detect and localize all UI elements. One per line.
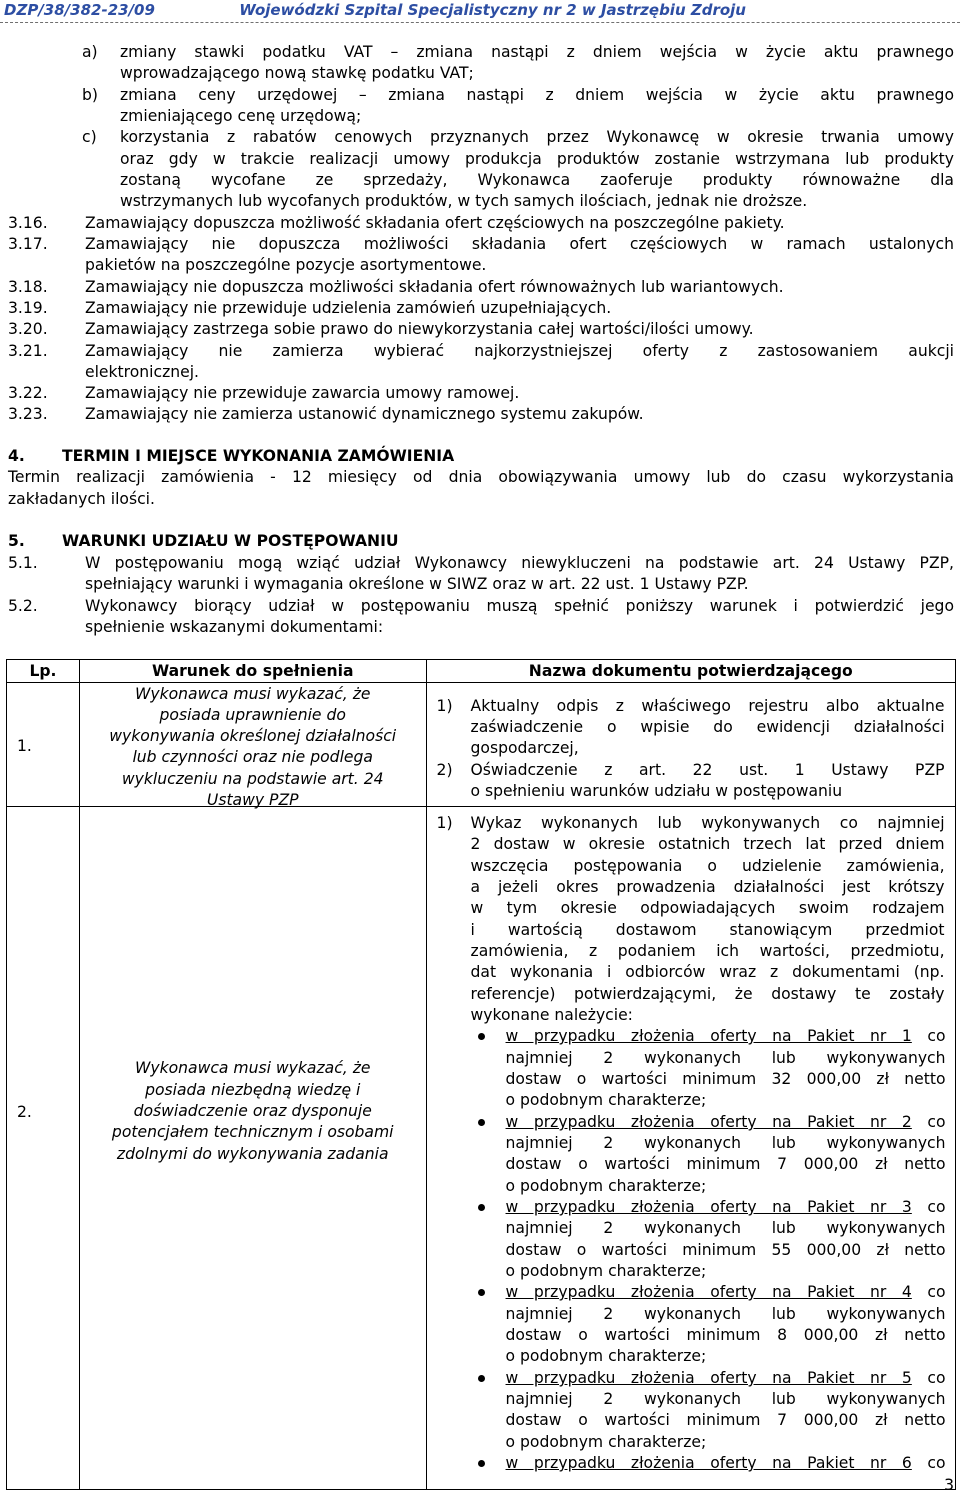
clause-text: Zamawiający nie przewiduje udzielenia zamówień uzupełniających. <box>85 299 612 317</box>
page-header <box>0 0 960 21</box>
header-rule <box>0 22 960 23</box>
bullet-line: dostaw o wartości minimum 7 000,00 zł netto <box>505 1411 946 1429</box>
clause-text: spełnienie wskazanymi dokumentami: <box>85 618 384 636</box>
clause-text: Wykonawcy biorący udział w postępowaniu muszą spełnić poniższy warunek i potwierdzić jego <box>85 597 954 615</box>
clause-number: 3.21. <box>8 342 48 360</box>
doc-line: i wartością dostawom stanowiącym przedmiot <box>470 921 945 939</box>
doc-line: referencje) potwierdzającymi, że dostawy te zostały <box>470 985 945 1003</box>
bullet-icon <box>478 1289 485 1296</box>
section-number: 5. <box>8 532 25 550</box>
bullet-line: o podobnym charakterze; <box>505 1262 707 1280</box>
list-line: zostaną wycofane ze sprzedaży, Wykonawca zaoferuje produkty równoważne dla <box>120 171 954 189</box>
bullet-icon <box>478 1033 485 1040</box>
list-line: zmieniającego cenę urzędową; <box>120 107 362 125</box>
clause-number: 3.19. <box>8 299 48 317</box>
clause-number: 3.20. <box>8 320 48 338</box>
section-number: 4. <box>8 447 25 465</box>
list-line: zmiany stawki podatku VAT – zmiana nastąpi z dniem wejścia w życie aktu prawnego <box>120 43 954 61</box>
row-lp-cell <box>7 683 80 807</box>
doc-line: Oświadczenie z art. 22 ust. 1 Ustawy PZP <box>470 761 945 779</box>
clause-text: elektronicznej. <box>85 363 200 381</box>
doc-line: Aktualny odpis z właściwego rejestru albo aktualne <box>470 697 945 715</box>
clause-text: spełniający warunki i wymagania określone w SIWZ oraz w art. 22 ust. 1 Ustawy PZP. <box>85 575 749 593</box>
doc-line: 2 dostaw w okresie ostatnich trzech lat przed dniem <box>470 835 945 853</box>
row-condition-cell <box>79 683 426 807</box>
doc-line: zaświadczenie o wpisie do ewidencji działalności <box>470 718 945 736</box>
list-line: oraz gdy w trakcie realizacji umowy produkcja produktów zostanie wstrzymana lub produkty <box>120 150 954 168</box>
bullet-line: o podobnym charakterze; <box>505 1177 707 1195</box>
clause-number: 5.2. <box>8 597 38 615</box>
clause-number: 3.17. <box>8 235 48 253</box>
clause-text: Zamawiający nie dopuszcza możliwości składania ofert równoważnych lub wariantowych. <box>85 278 784 296</box>
doc-line: a jeżeli okres prowadzenia działalności jest krótszy <box>470 878 945 896</box>
list-line: korzystania z rabatów cenowych przyznanych przez Wykonawcę w okresie trwania umowy <box>120 128 954 146</box>
bullet-first-line: w przypadku złożenia oferty na Pakiet nr 4 co <box>505 1283 946 1301</box>
bullet-icon <box>478 1119 485 1126</box>
section-title: TERMIN I MIEJSCE WYKONANIA ZAMÓWIENIA <box>62 447 455 465</box>
doc-line: wszczęcia postępowania o udzielenie zamówienia, <box>470 857 945 875</box>
clause-text: Zamawiający zastrzega sobie prawo do niewykorzystania całej wartości/ilości umowy. <box>85 320 754 338</box>
bullet-line: o podobnym charakterze; <box>505 1347 707 1365</box>
table-header-row <box>7 660 956 683</box>
header-condition: Warunek do spełnienia <box>79 660 426 683</box>
bullet-icon <box>478 1375 485 1382</box>
clause-number: 3.18. <box>8 278 48 296</box>
row-lp-cell <box>7 807 80 1490</box>
bullet-line: dostaw o wartości minimum 7 000,00 zł netto <box>505 1155 946 1173</box>
condition-line: posiada niezbędną wiedzę i <box>145 1081 361 1099</box>
condition-line: wykluczeniu na podstawie art. 24 <box>121 770 384 788</box>
bullet-line: najmniej 2 wykonanych lub wykonywanych <box>505 1049 946 1067</box>
condition-line: Wykonawca musi wykazać, że <box>134 1059 371 1077</box>
table-row <box>7 683 956 807</box>
list-label: a) <box>82 43 98 61</box>
clause-number: 5.1. <box>8 554 38 572</box>
bullet-line: najmniej 2 wykonanych lub wykonywanych <box>505 1390 946 1408</box>
condition-line: lub czynności oraz nie podlega <box>132 748 373 766</box>
row-condition-cell <box>79 807 426 1490</box>
bullet-line: dostaw o wartości minimum 32 000,00 zł netto <box>505 1070 946 1088</box>
clause-number: 3.23. <box>8 405 48 423</box>
clause-number: 3.22. <box>8 384 48 402</box>
doc-line: zamówienia, z podaniem ich wartości, przedmiotu, <box>470 942 945 960</box>
clause-text: Zamawiający nie zamierza ustanowić dynamicznego systemu zakupów. <box>85 405 644 423</box>
bullet-first-line: w przypadku złożenia oferty na Pakiet nr 1 co <box>505 1027 946 1045</box>
clause-text: Zamawiający nie zamierza wybierać najkorzystniejszej oferty z zastosowaniem aukcji <box>85 342 954 360</box>
hospital-name: Wojewódzki Szpital Specjalistyczny nr 2 w Jastrzębiu Zdroju <box>239 1 746 19</box>
clause-text: Zamawiający nie przewiduje zawarcia umowy ramowej. <box>85 384 520 402</box>
bullet-first-line: w przypadku złożenia oferty na Pakiet nr 3 co <box>505 1198 946 1216</box>
condition-line: posiada uprawnienie do <box>159 706 346 724</box>
bullet-first-line: w przypadku złożenia oferty na Pakiet nr 2 co <box>505 1113 946 1131</box>
list-line: zmiana ceny urzędowej – zmiana nastąpi z dniem wejścia w życie aktu prawnego <box>120 86 954 104</box>
row-document-cell <box>426 683 955 807</box>
doc-line: o spełnieniu warunków udziału w postępowaniu <box>470 782 843 800</box>
row-number: 1. <box>17 737 32 755</box>
bullet-line: dostaw o wartości minimum 8 000,00 zł netto <box>505 1326 946 1344</box>
bullet-line: najmniej 2 wykonanych lub wykonywanych <box>505 1134 946 1152</box>
document-reference: DZP/38/382-23/09 <box>4 1 155 19</box>
bullet-line: o podobnym charakterze; <box>505 1433 707 1451</box>
doc-line: gospodarczej, <box>470 739 579 757</box>
requirements-table <box>6 659 956 1490</box>
table-row <box>7 807 956 1490</box>
doc-number: 2) <box>436 761 453 779</box>
row-document-cell <box>426 807 955 1490</box>
list-line: wstrzymanych lub wycofanych produktów, w tych samych ilościach, jednak nie droższe. <box>120 192 808 210</box>
clause-text: Zamawiający dopuszcza możliwość składania ofert częściowych na poszczególne pakiety. <box>85 214 785 232</box>
bullet-icon <box>478 1460 485 1467</box>
doc-line: dat wykonania i odbiorców wraz z dokumentami (np. <box>470 963 945 981</box>
condition-line: zdolnymi do wykonywania zadania <box>116 1145 389 1163</box>
list-line: wprowadzającego nową stawkę podatku VAT; <box>120 64 474 82</box>
bullet-first-line: w przypadku złożenia oferty na Pakiet nr 5 co <box>505 1369 946 1387</box>
doc-line: w tym okresie odpowiadających swoim rodzajem <box>470 899 945 917</box>
row-number: 2. <box>17 1103 32 1121</box>
bullet-line: o podobnym charakterze; <box>505 1091 707 1109</box>
condition-line: Ustawy PZP <box>206 791 299 809</box>
page-number: 3 <box>944 1476 954 1494</box>
condition-line: doświadczenie oraz dysponuje <box>133 1102 372 1120</box>
doc-number: 1) <box>436 697 453 715</box>
bullet-line: dostaw o wartości minimum 55 000,00 zł netto <box>505 1241 946 1259</box>
doc-line: wykonane należycie: <box>470 1006 633 1024</box>
doc-number: 1) <box>436 814 453 832</box>
list-label: c) <box>82 128 97 146</box>
section-text: zakładanych ilości. <box>8 490 155 508</box>
list-label: b) <box>82 86 98 104</box>
bullet-icon <box>478 1204 485 1211</box>
clause-text: pakietów na poszczególne pozycje asortymentowe. <box>85 256 487 274</box>
bullet-first-line: w przypadku złożenia oferty na Pakiet nr 6 co <box>505 1454 946 1472</box>
condition-line: Wykonawca musi wykazać, że <box>134 685 371 703</box>
clause-number: 3.16. <box>8 214 48 232</box>
section-text: Termin realizacji zamówienia - 12 miesięcy od dnia obowiązywania umowy lub do czasu wykorzystania <box>8 468 954 486</box>
header-document: Nazwa dokumentu potwierdzającego <box>426 660 955 683</box>
header-lp: Lp. <box>7 660 80 683</box>
bullet-line: najmniej 2 wykonanych lub wykonywanych <box>505 1219 946 1237</box>
section-title: WARUNKI UDZIAŁU W POSTĘPOWANIU <box>62 532 399 550</box>
clause-text: W postępowaniu mogą wziąć udział Wykonawcy niewykluczeni na podstawie art. 24 Ustawy PZP, <box>85 554 954 572</box>
doc-line: Wykaz wykonanych lub wykonywanych co najmniej <box>470 814 945 832</box>
condition-line: wykonywania określonej działalności <box>109 727 397 745</box>
bullet-line: najmniej 2 wykonanych lub wykonywanych <box>505 1305 946 1323</box>
condition-line: potencjałem technicznym i osobami <box>111 1123 394 1141</box>
clause-text: Zamawiający nie dopuszcza możliwości składania ofert częściowych w ramach ustalonych <box>85 235 954 253</box>
